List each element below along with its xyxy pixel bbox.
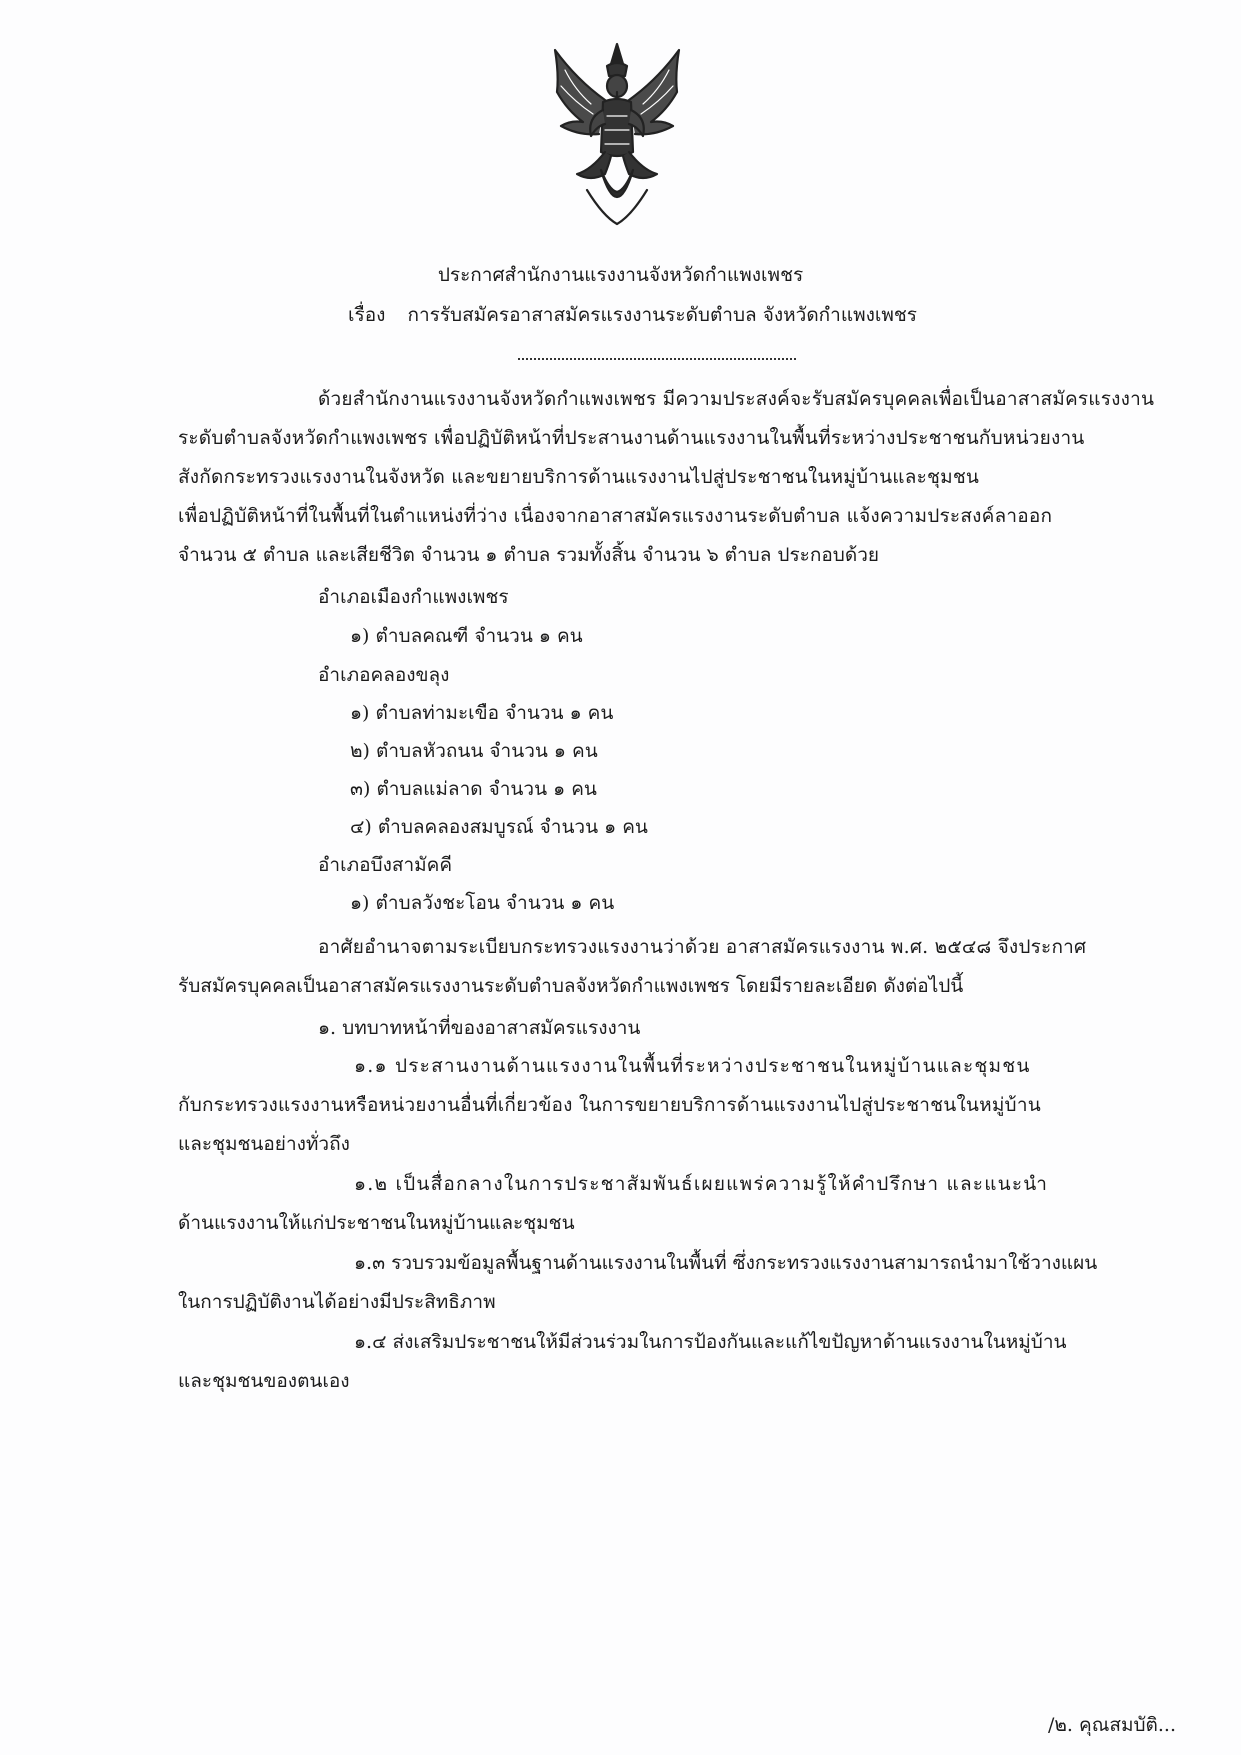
duty-item-line: ๑.๓ รวบรวมข้อมูลพื้นฐานด้านแรงงานในพื้นที่ ซึ่งกระทรวงแรงงานสามารถนำมาใช้วางแผน <box>354 1252 1098 1274</box>
duty-item-line: และชุมชนของตนเอง <box>178 1370 350 1392</box>
duty-item-line: ๑.๔ ส่งเสริมประชาชนให้มีส่วนร่วมในการป้องกันและแก้ไขปัญหาด้านแรงงานในหมู่บ้าน <box>354 1331 1067 1353</box>
authority-line: อาศัยอำนาจตามระเบียบกระทรวงแรงงานว่าด้วย อาสาสมัครแรงงาน พ.ศ. ๒๕๔๘ จึงประกาศ <box>318 936 1087 958</box>
intro-line: ระดับตำบลจังหวัดกำแพงเพชร เพื่อปฏิบัติหน้าที่ประสานงานด้านแรงงานในพื้นที่ระหว่างประชาชนกับหน่วยงาน <box>178 427 1085 449</box>
intro-line: สังกัดกระทรวงแรงงานในจังหวัด และขยายบริการด้านแรงงานไปสู่ประชาชนในหมู่บ้านและชุมชน <box>178 466 980 488</box>
subdistrict-item: ๔) ตำบลคลองสมบูรณ์ จำนวน ๑ คน <box>350 816 648 838</box>
subject-text: การรับสมัครอาสาสมัครแรงงานระดับตำบล จังหวัดกำแพงเพชร <box>407 304 918 326</box>
duty-item-line: และชุมชนอย่างทั่วถึง <box>178 1133 350 1155</box>
subdistrict-item: ๓) ตำบลแม่ลาด จำนวน ๑ คน <box>350 778 597 800</box>
duty-item-line: ๑.๑ ประสานงานด้านแรงงานในพื้นที่ระหว่างประชาชนในหมู่บ้านและชุมชน <box>354 1055 1031 1077</box>
subdistrict-item: ๑) ตำบลท่ามะเขือ จำนวน ๑ คน <box>350 702 614 724</box>
intro-line: ด้วยสำนักงานแรงงานจังหวัดกำแพงเพชร มีความประสงค์จะรับสมัครบุคคลเพื่อเป็นอาสาสมัครแรงงาน <box>318 388 1155 410</box>
duty-item-line: ด้านแรงงานให้แก่ประชาชนในหมู่บ้านและชุมชน <box>178 1212 575 1234</box>
subdistrict-item: ๑) ตำบลคณฑี จำนวน ๑ คน <box>350 625 583 647</box>
district-name: อำเภอคลองขลุง <box>318 664 450 686</box>
duty-item-line: ในการปฏิบัติงานได้อย่างมีประสิทธิภาพ <box>178 1291 496 1313</box>
district-name: อำเภอเมืองกำแพงเพชร <box>318 586 509 608</box>
duty-item-line: กับกระทรวงแรงงานหรือหน่วยงานอื่นที่เกี่ยวข้อง ในการขยายบริการด้านแรงงานไปสู่ประชาชนในหมู่บ้าน <box>178 1094 1041 1116</box>
page-continuation: /๒. คุณสมบัติ... <box>1048 1714 1176 1736</box>
garuda-emblem-icon <box>547 40 687 230</box>
district-name: อำเภอบึงสามัคคี <box>318 854 453 876</box>
authority-line: รับสมัครบุคคลเป็นอาสาสมัครแรงงานระดับตำบลจังหวัดกำแพงเพชร โดยมีรายละเอียด ดังต่อไปนี้ <box>178 975 964 997</box>
subject-label: เรื่อง <box>348 304 386 326</box>
subdistrict-item: ๒) ตำบลหัวถนน จำนวน ๑ คน <box>350 740 598 762</box>
intro-line: เพื่อปฏิบัติหน้าที่ในพื้นที่ในตำแหน่งที่ว่าง เนื่องจากอาสาสมัครแรงงานระดับตำบล แจ้งความประสงค์ลาออก <box>178 505 1053 527</box>
intro-line: จำนวน ๕ ตำบล และเสียชีวิต จำนวน ๑ ตำบล รวมทั้งสิ้น จำนวน ๖ ตำบล ประกอบด้วย <box>178 544 880 566</box>
section-heading: ๑. บทบาทหน้าที่ของอาสาสมัครแรงงาน <box>318 1017 641 1039</box>
subject-line <box>348 302 917 328</box>
subdistrict-item: ๑) ตำบลวังชะโอน จำนวน ๑ คน <box>350 892 615 914</box>
title-divider <box>518 358 796 360</box>
announcement-title: ประกาศสำนักงานแรงงานจังหวัดกำแพงเพชร <box>437 264 804 286</box>
duty-item-line: ๑.๒ เป็นสื่อกลางในการประชาสัมพันธ์เผยแพร่ความรู้ให้คำปรึกษา และแนะนำ <box>354 1173 1049 1195</box>
